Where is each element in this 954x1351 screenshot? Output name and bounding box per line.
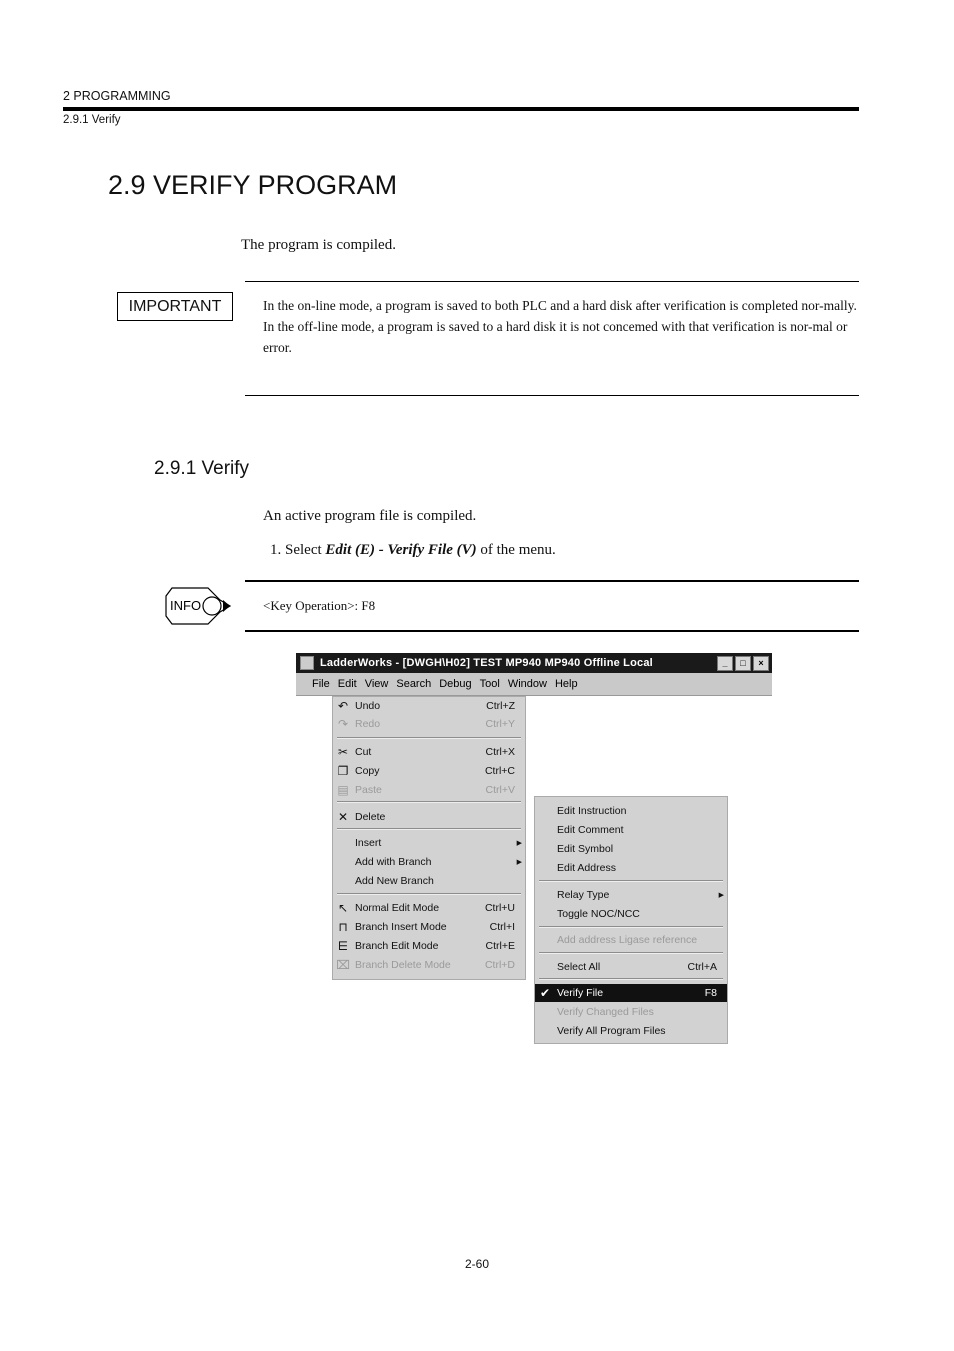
menu-item-label: Verify Changed Files: [557, 1006, 654, 1018]
menu-item-shortcut: F8: [704, 987, 717, 999]
menu-item-shortcut: Ctrl+I: [489, 921, 515, 933]
menu-item-label: Copy: [355, 765, 380, 777]
menu-separator: [337, 828, 521, 830]
menu-separator: [539, 880, 723, 882]
check-icon: ✔: [539, 986, 551, 1000]
page-number: 2-60: [464, 1257, 490, 1271]
step-number: 1.: [270, 542, 282, 558]
menu-debug[interactable]: Debug: [439, 678, 472, 690]
menu-item-label: Branch Delete Mode: [355, 959, 451, 971]
menu-item-label: Add with Branch: [355, 856, 432, 868]
pointer-icon: ↖: [337, 901, 349, 915]
menu-separator: [337, 801, 521, 803]
subsection-title: 2.9.1 Verify: [154, 458, 250, 479]
menu-item-label: Undo: [355, 700, 381, 712]
scissors-icon: ✂: [337, 745, 349, 759]
menu-separator: [337, 893, 521, 895]
info-label: INFO: [170, 598, 202, 613]
subsection-paragraph: An active program file is compiled.: [263, 508, 477, 524]
menu-file[interactable]: File: [312, 678, 330, 690]
menu-item-shortcut: Ctrl+U: [484, 902, 515, 914]
intro-paragraph: The program is compiled.: [241, 237, 396, 253]
menu-item-shortcut: Ctrl+V: [485, 784, 515, 796]
menu-item-shortcut: Ctrl+E: [485, 940, 515, 952]
important-bottom-rule: [245, 395, 859, 396]
undo-icon: ↶: [337, 699, 349, 713]
menu-item-label: Edit Address: [557, 862, 616, 874]
menu-item-add-address-ligase-reference[interactable]: [535, 931, 727, 949]
window-titlebar: [296, 653, 772, 673]
important-text: [263, 295, 859, 358]
menu-item-label: Branch Edit Mode: [355, 940, 439, 952]
menu-item-edit-symbol[interactable]: [535, 840, 727, 858]
menu-item-copy[interactable]: [333, 762, 525, 780]
menu-separator: [539, 978, 723, 980]
submenu-arrow-icon: ▶: [516, 859, 522, 866]
important-line-offline: In the off-line mode, a program is saved to a hard disk it is not concemed with that verification is nor-mal or error.: [263, 319, 848, 355]
close-icon[interactable]: ×: [753, 656, 769, 671]
menu-item-relay-type[interactable]: [535, 886, 727, 904]
menu-item-label: Verify All Program Files: [557, 1025, 666, 1037]
edit-menu: [332, 696, 526, 980]
submenu-arrow-icon: ▶: [718, 892, 724, 899]
step-post: of the menu.: [476, 542, 556, 558]
menu-item-shortcut: Ctrl+Z: [486, 700, 515, 712]
paste-icon: ▤: [337, 783, 349, 797]
menu-item-label: Verify File: [557, 987, 604, 999]
menu-item-shortcut: Ctrl+X: [485, 746, 515, 758]
menu-item-verify-file[interactable]: [535, 984, 727, 1002]
menu-search[interactable]: Search: [396, 678, 432, 690]
menu-item-shortcut: Ctrl+D: [484, 959, 515, 971]
info-bottom-rule: [245, 630, 859, 632]
menu-item-shortcut: Ctrl+C: [484, 765, 515, 777]
menu-bar: [296, 673, 772, 696]
important-line-online: In the on-line mode, a program is saved to both PLC and a hard disk after verification is completed nor-mally.: [263, 298, 857, 313]
menu-item-toggle-noc-ncc[interactable]: [535, 905, 727, 923]
menu-item-label: Paste: [355, 784, 382, 796]
menu-item-insert[interactable]: [333, 834, 525, 852]
running-header-section: 2.9.1 Verify: [63, 114, 121, 126]
menu-item-label: Select All: [557, 961, 601, 973]
header-rule: [63, 107, 859, 111]
menu-item-select-all[interactable]: [535, 958, 727, 976]
menu-item-label: Toggle NOC/NCC: [557, 908, 640, 920]
menu-item-redo[interactable]: [333, 715, 525, 733]
menu-separator: [337, 737, 521, 739]
menu-item-shortcut: Ctrl+A: [687, 961, 717, 973]
delete-icon: ✕: [337, 810, 349, 824]
menu-item-branch-delete-mode[interactable]: [333, 956, 525, 974]
branch-insert-icon: ⊓: [338, 920, 348, 934]
menu-item-verify-all-program-files[interactable]: [535, 1022, 727, 1040]
menu-item-label: Add address Ligase reference: [557, 934, 698, 946]
menu-separator: [539, 926, 723, 928]
menu-separator: [539, 952, 723, 954]
app-screenshot: [296, 653, 776, 1048]
menu-item-edit-address[interactable]: [535, 859, 727, 877]
running-header-chapter: 2 PROGRAMMING: [63, 89, 171, 103]
menu-item-paste[interactable]: [333, 781, 525, 799]
menu-item-verify-changed-files[interactable]: [535, 1003, 727, 1021]
menu-item-undo[interactable]: [333, 697, 525, 715]
menu-view[interactable]: View: [364, 678, 389, 690]
info-text: <Key Operation>: F8: [263, 598, 376, 613]
menu-item-label: Add New Branch: [355, 875, 434, 887]
menu-edit[interactable]: Edit: [337, 678, 357, 690]
edit-submenu: [534, 796, 728, 1044]
step-1: [270, 542, 556, 559]
menu-item-branch-edit-mode[interactable]: [333, 937, 525, 955]
minimize-icon[interactable]: _: [717, 656, 733, 671]
maximize-icon[interactable]: □: [735, 656, 751, 671]
menu-window[interactable]: Window: [507, 678, 547, 690]
section-title: 2.9 VERIFY PROGRAM: [108, 170, 398, 200]
menu-item-cut[interactable]: [333, 743, 525, 761]
submenu-arrow-icon: ▶: [516, 840, 522, 847]
menu-item-add-new-branch[interactable]: [333, 872, 525, 890]
branch-delete-icon: ⌧: [336, 958, 350, 972]
menu-item-label: Edit Symbol: [557, 843, 614, 855]
menu-item-label: Branch Insert Mode: [355, 921, 447, 933]
menu-item-add-with-branch[interactable]: [333, 853, 525, 871]
menu-item-normal-edit-mode[interactable]: [333, 899, 525, 917]
app-icon: [300, 656, 314, 670]
menu-item-label: Cut: [355, 746, 372, 758]
redo-icon: ↷: [337, 717, 349, 731]
important-top-rule: [245, 281, 859, 282]
menu-item-edit-comment[interactable]: [535, 821, 727, 839]
menu-help[interactable]: Help: [554, 678, 578, 690]
window-controls: [717, 656, 769, 671]
menu-item-label: Normal Edit Mode: [355, 902, 440, 914]
menu-tool[interactable]: Tool: [479, 678, 500, 690]
window-title: LadderWorks - [DWGH\H02] TEST MP940 MP940 Offline Local: [320, 657, 653, 669]
menu-item-label: Edit Instruction: [557, 805, 627, 817]
menu-item-label: Edit Comment: [557, 824, 624, 836]
info-badge-icon: [164, 586, 232, 626]
menu-item-label: Redo: [355, 718, 381, 730]
menu-item-label: Insert: [355, 837, 382, 849]
info-top-rule: [245, 580, 859, 582]
branch-edit-icon: ⋿: [337, 939, 349, 953]
menu-item-delete[interactable]: [333, 808, 525, 826]
menu-item-edit-instruction[interactable]: [535, 802, 727, 820]
menu-item-shortcut: Ctrl+Y: [485, 718, 515, 730]
menu-item-branch-insert-mode[interactable]: [333, 918, 525, 936]
important-label: IMPORTANT: [117, 292, 233, 321]
menu-item-label: Relay Type: [557, 889, 610, 901]
step-pre: Select: [285, 542, 326, 558]
copy-icon: ❐: [337, 764, 349, 778]
step-menu-path: Edit (E) - Verify File (V): [325, 542, 477, 558]
menu-item-label: Delete: [355, 811, 386, 823]
